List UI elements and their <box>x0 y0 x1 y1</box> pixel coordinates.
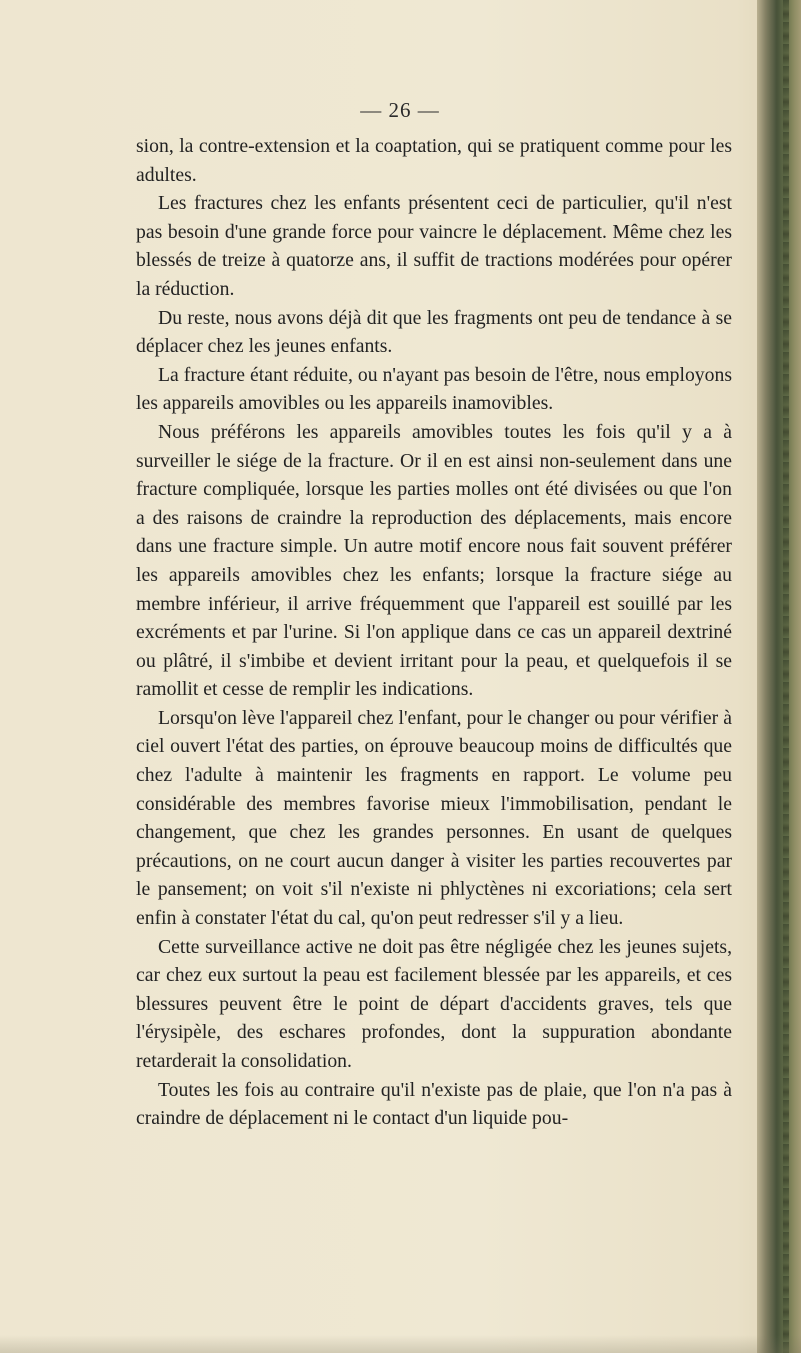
paragraph-6: Lorsqu'on lève l'appareil chez l'enfant, pour le changer ou pour vérifier à ciel ouvert l'état des parties, on éprouve beaucoup moins de difficultés que chez l'adulte à maintenir les fragments en rapport. Le volume peu considérable des membres favorise mieux l'immobilisation, pendant le changement, que chez les grandes personnes. En usant de quelques précautions, on ne court aucun danger à visiter les parties recouvertes par le pansement; on voit s'il n'existe ni phlyctènes ni excoriations; cela sert enfin à constater l'état du cal, qu'on peut redresser s'il y a lieu. <box>136 706 732 930</box>
page-bottom-shadow <box>0 1335 801 1353</box>
spine-texture <box>783 0 789 1353</box>
paragraph-1: sion, la contre-extension et la coaptation, qui se pratiquent comme pour les adultes. <box>136 135 732 186</box>
book-spine-edge <box>757 0 801 1353</box>
paragraph-8: Toutes les fois au contraire qu'il n'existe pas de plaie, que l'on n'a pas à craindre de déplacement ni le contact d'un liquide pou- <box>136 1078 732 1130</box>
page-number: — 26 — <box>360 98 440 122</box>
paragraph-7: Cette surveillance active ne doit pas être négligée chez les jeunes sujets, car chez eux surtout la peau est facilement blessée par les appareils, et ces blessures peuvent être le point de départ d'accidents graves, tels que l'érysipèle, des eschares profondes, dont la suppuration abondante retarderait la consolidation. <box>136 935 732 1072</box>
paragraph-5: Nous préférons les appareils amovibles toutes les fois qu'il y a à surveiller le siége de la fracture. Or il en est ainsi non-seulement dans une fracture compliquée, lorsque les parties molles ont été divisées ou que l'on a des raisons de craindre la reproduction des déplacements, mais encore dans une fracture simple. Un autre motif encore nous fait souvent préférer les appareils amovibles chez les enfants; lorsque la fracture siége au membre inférieur, il arrive fréquemment que l'appareil est souillé par les excréments et par l'urine. Si l'on applique dans ce cas un appareil dextriné ou plâtré, il s'imbibe et devient irritant pour la peau, et quelquefois il se ramollit et cesse de remplir les indications. <box>136 420 732 701</box>
paragraph-4: La fracture étant réduite, ou n'ayant pas besoin de l'être, nous employons les appareils amovibles ou les appareils inamovibles. <box>136 363 732 415</box>
body-text <box>136 132 732 1133</box>
paragraph-2: Les fractures chez les enfants présentent ceci de particulier, qu'il n'est pas besoin d'une grande force pour vaincre le déplacement. Même chez les blessés de treize à quatorze ans, il suffit de tractions modérées pour opérer la réduction. <box>136 192 732 300</box>
paragraph-3: Du reste, nous avons déjà dit que les fragments ont peu de tendance à se déplacer chez les jeunes enfants. <box>136 306 732 358</box>
